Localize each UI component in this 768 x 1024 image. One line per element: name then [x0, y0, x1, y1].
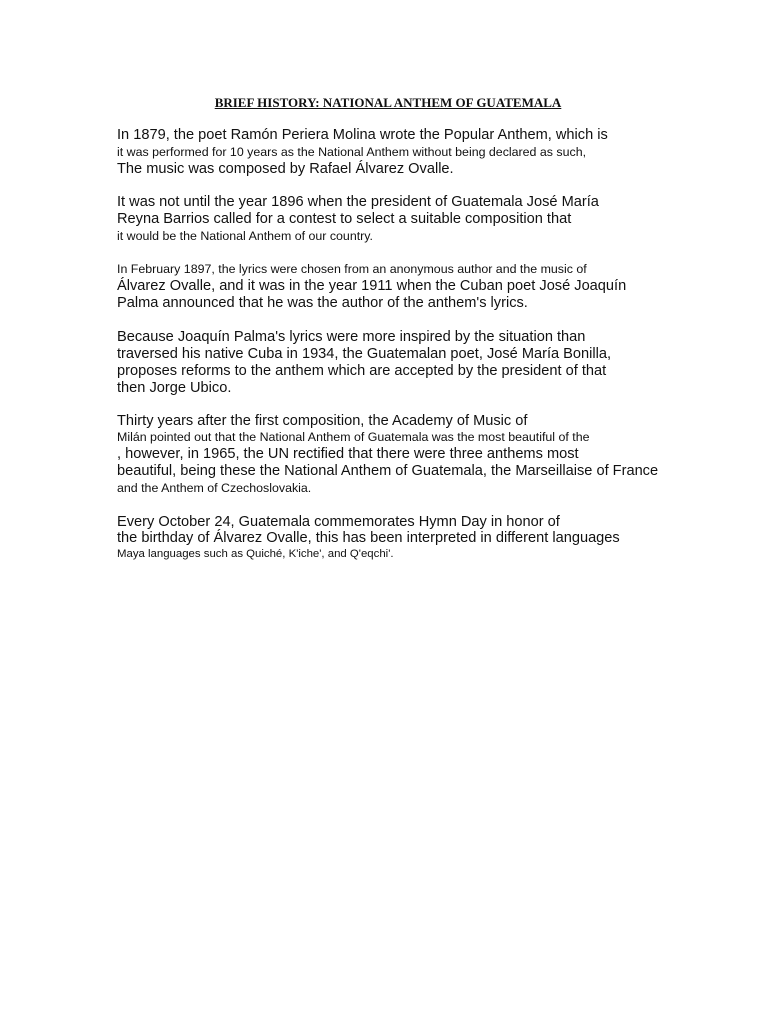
paragraph-line: Because Joaquín Palma's lyrics were more inspired by the situation than [117, 329, 586, 345]
document-title: BRIEF HISTORY: NATIONAL ANTHEM OF GUATEMALA [214, 95, 562, 110]
paragraph-line: traversed his native Cuba in 1934, the Guatemalan poet, José María Bonilla, [117, 346, 612, 362]
paragraph-line: In 1879, the poet Ramón Periera Molina wrote the Popular Anthem, which is [117, 127, 608, 143]
paragraph-line: Every October 24, Guatemala commemorates Hymn Day in honor of [117, 514, 560, 530]
paragraph-line: Milán pointed out that the National Anthem of Guatemala was the most beautiful of the [117, 430, 590, 444]
paragraph-line: , however, in 1965, the UN rectified that there were three anthems most [117, 446, 579, 462]
paragraph-line: Maya languages such as Quiché, K'iche', and Q'eqchi'. [117, 548, 394, 560]
paragraph-line: Álvarez Ovalle, and it was in the year 1911 when the Cuban poet José Joaquín [117, 278, 627, 294]
paragraph-line: the birthday of Álvarez Ovalle, this has been interpreted in different languages [117, 530, 620, 546]
paragraph-line: proposes reforms to the anthem which are accepted by the president of that [117, 363, 607, 379]
paragraph-line: Palma announced that he was the author of the anthem's lyrics. [117, 295, 528, 311]
paragraph-line: then Jorge Ubico. [117, 380, 232, 396]
paragraph-line: In February 1897, the lyrics were chosen from an anonymous author and the music of [117, 262, 587, 276]
paragraph-line: The music was composed by Rafael Álvarez Ovalle. [117, 161, 454, 177]
paragraph-line: beautiful, being these the National Anthem of Guatemala, the Marseillaise of France [117, 463, 659, 479]
paragraph-line: and the Anthem of Czechoslovakia. [117, 481, 312, 495]
paragraph-line: it would be the National Anthem of our country. [117, 229, 373, 243]
paragraph-line: Reyna Barrios called for a contest to select a suitable composition that [117, 211, 572, 227]
paragraph-line: Thirty years after the first composition, the Academy of Music of [117, 413, 528, 429]
paragraph-line: it was performed for 10 years as the National Anthem without being declared as such, [117, 145, 587, 159]
paragraph-line: It was not until the year 1896 when the president of Guatemala José María [117, 194, 599, 210]
